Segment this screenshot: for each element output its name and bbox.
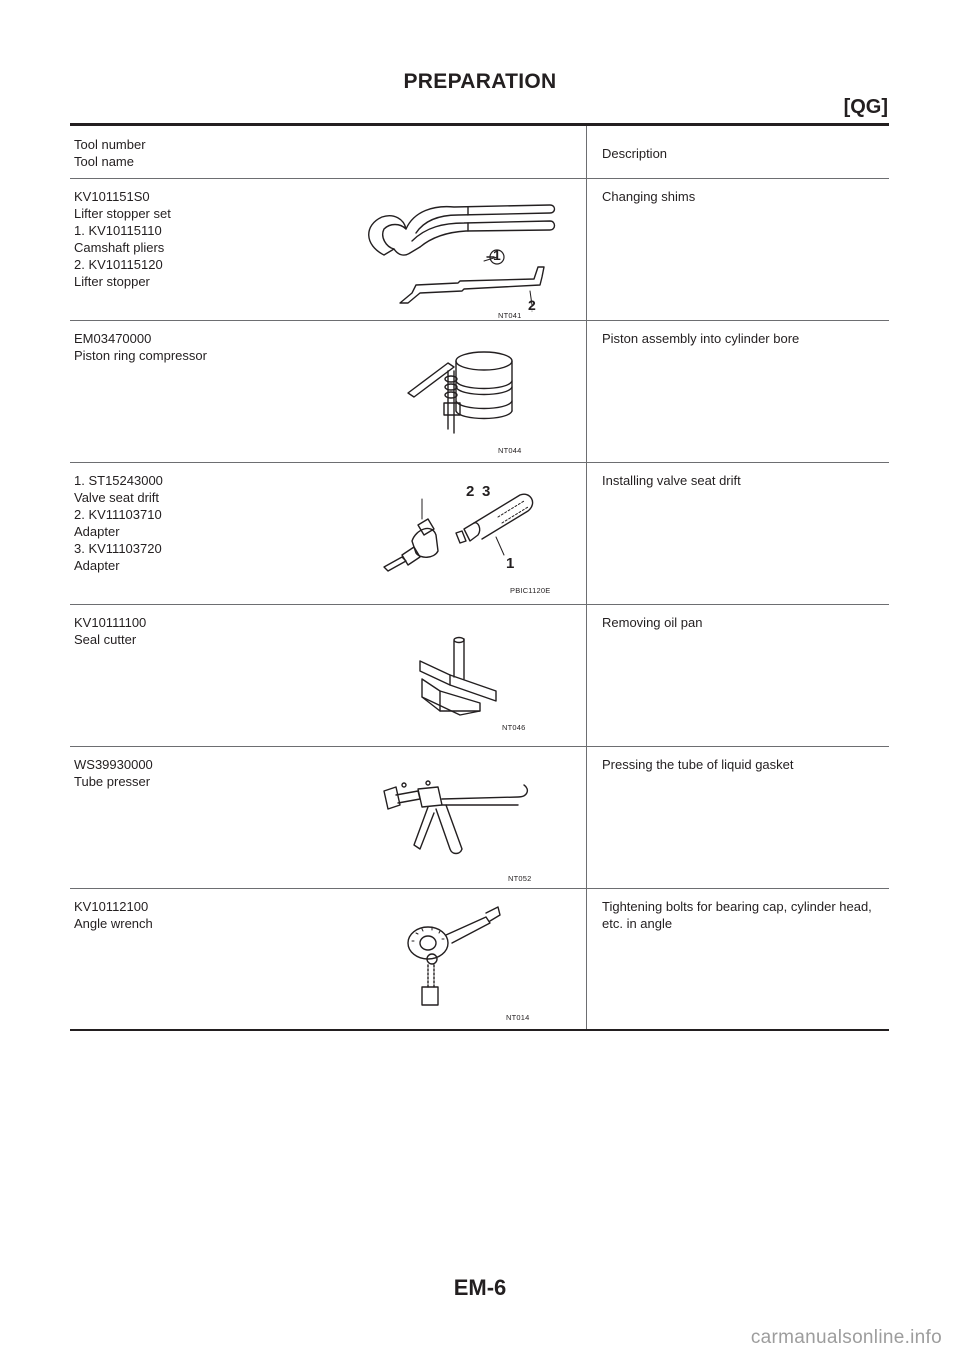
tool-number: WS39930000: [74, 757, 153, 772]
callout-2: 2: [528, 297, 536, 313]
table-row: [70, 179, 889, 321]
tool-part-number: 2. KV10115120: [74, 257, 163, 272]
tool-description: Installing valve seat drift: [602, 473, 741, 488]
table-row: [70, 747, 889, 889]
figure-code: NT046: [502, 723, 526, 732]
tool-cell: [74, 472, 163, 574]
column-divider: [586, 463, 587, 604]
column-divider: [586, 747, 587, 888]
tool-description: Piston assembly into cylinder bore: [602, 331, 800, 346]
table-row: [70, 321, 889, 463]
tool-part-name: Valve seat drift: [74, 490, 160, 505]
page-title: PREPARATION: [403, 70, 557, 93]
table-header-row: [70, 126, 889, 179]
seal-cutter-illustration: [410, 631, 526, 732]
header-tool-name-label: Tool name: [74, 154, 134, 169]
figure-code: NT041: [498, 311, 522, 320]
column-divider: [586, 179, 587, 320]
tool-name: Piston ring compressor: [74, 348, 207, 363]
tool-number: KV101151S0: [74, 189, 150, 204]
tool-part-name: Adapter: [74, 558, 120, 573]
figure-code: PBIC1120E: [510, 586, 551, 595]
tool-part-name: Lifter stopper: [74, 274, 150, 289]
column-divider: [586, 321, 587, 462]
tool-name: Angle wrench: [74, 916, 153, 931]
piston-ring-compressor-illustration: [398, 341, 538, 455]
tool-description: Pressing the tube of liquid gasket: [602, 757, 794, 772]
tool-cell: [74, 898, 153, 932]
tool-cell: [74, 330, 207, 364]
lifter-stopper-set-illustration: [354, 185, 574, 320]
tool-number: EM03470000: [74, 331, 152, 346]
header-tool-cell: [74, 136, 146, 170]
angle-wrench-illustration: [406, 901, 530, 1022]
tool-name: Lifter stopper set: [74, 206, 171, 221]
tool-name: Tube presser: [74, 774, 151, 789]
column-divider: [586, 605, 587, 746]
callout-1: 1: [493, 247, 501, 263]
tool-part-name: Adapter: [74, 524, 120, 539]
tube-presser-illustration: [378, 775, 538, 883]
table-row: [70, 463, 889, 605]
tool-part-number: 2. KV11103710: [74, 507, 162, 522]
column-divider: [586, 889, 587, 1029]
tool-part-name: Camshaft pliers: [74, 240, 165, 255]
callout-3: 3: [482, 483, 491, 500]
page-number: EM-6: [453, 1275, 507, 1300]
tool-part-number: 1. KV10115110: [74, 223, 162, 238]
tool-number: KV10111100: [74, 615, 147, 630]
header-tool-number-label: Tool number: [74, 137, 146, 152]
tool-description: Changing shims: [602, 189, 696, 204]
tool-cell: [74, 614, 146, 648]
tool-table: [70, 126, 889, 1031]
footer-watermark: carmanualsonline.info: [750, 1327, 942, 1348]
valve-seat-drift-illustration: [378, 479, 558, 595]
header-description-label: Description: [602, 146, 668, 161]
tool-cell: [74, 756, 153, 790]
tool-description: Tightening bolts for bearing cap, cylinder head, etc. in angle: [602, 899, 872, 931]
tool-part-number: 3. KV11103720: [74, 541, 162, 556]
table-row: [70, 889, 889, 1031]
figure-code: NT044: [498, 446, 522, 455]
tool-cell: [74, 188, 171, 290]
column-divider: [586, 126, 587, 178]
figure-code: NT014: [506, 1013, 530, 1022]
section-tag: [QG]: [843, 96, 888, 118]
figure-code: NT052: [508, 874, 532, 883]
callout-1: 1: [506, 555, 515, 572]
tool-description: Removing oil pan: [602, 615, 703, 630]
tool-name: Seal cutter: [74, 632, 137, 647]
table-row: [70, 605, 889, 747]
tool-part-number: 1. ST15243000: [74, 473, 163, 488]
tool-number: KV10112100: [74, 899, 149, 914]
callout-2: 2: [466, 483, 475, 500]
